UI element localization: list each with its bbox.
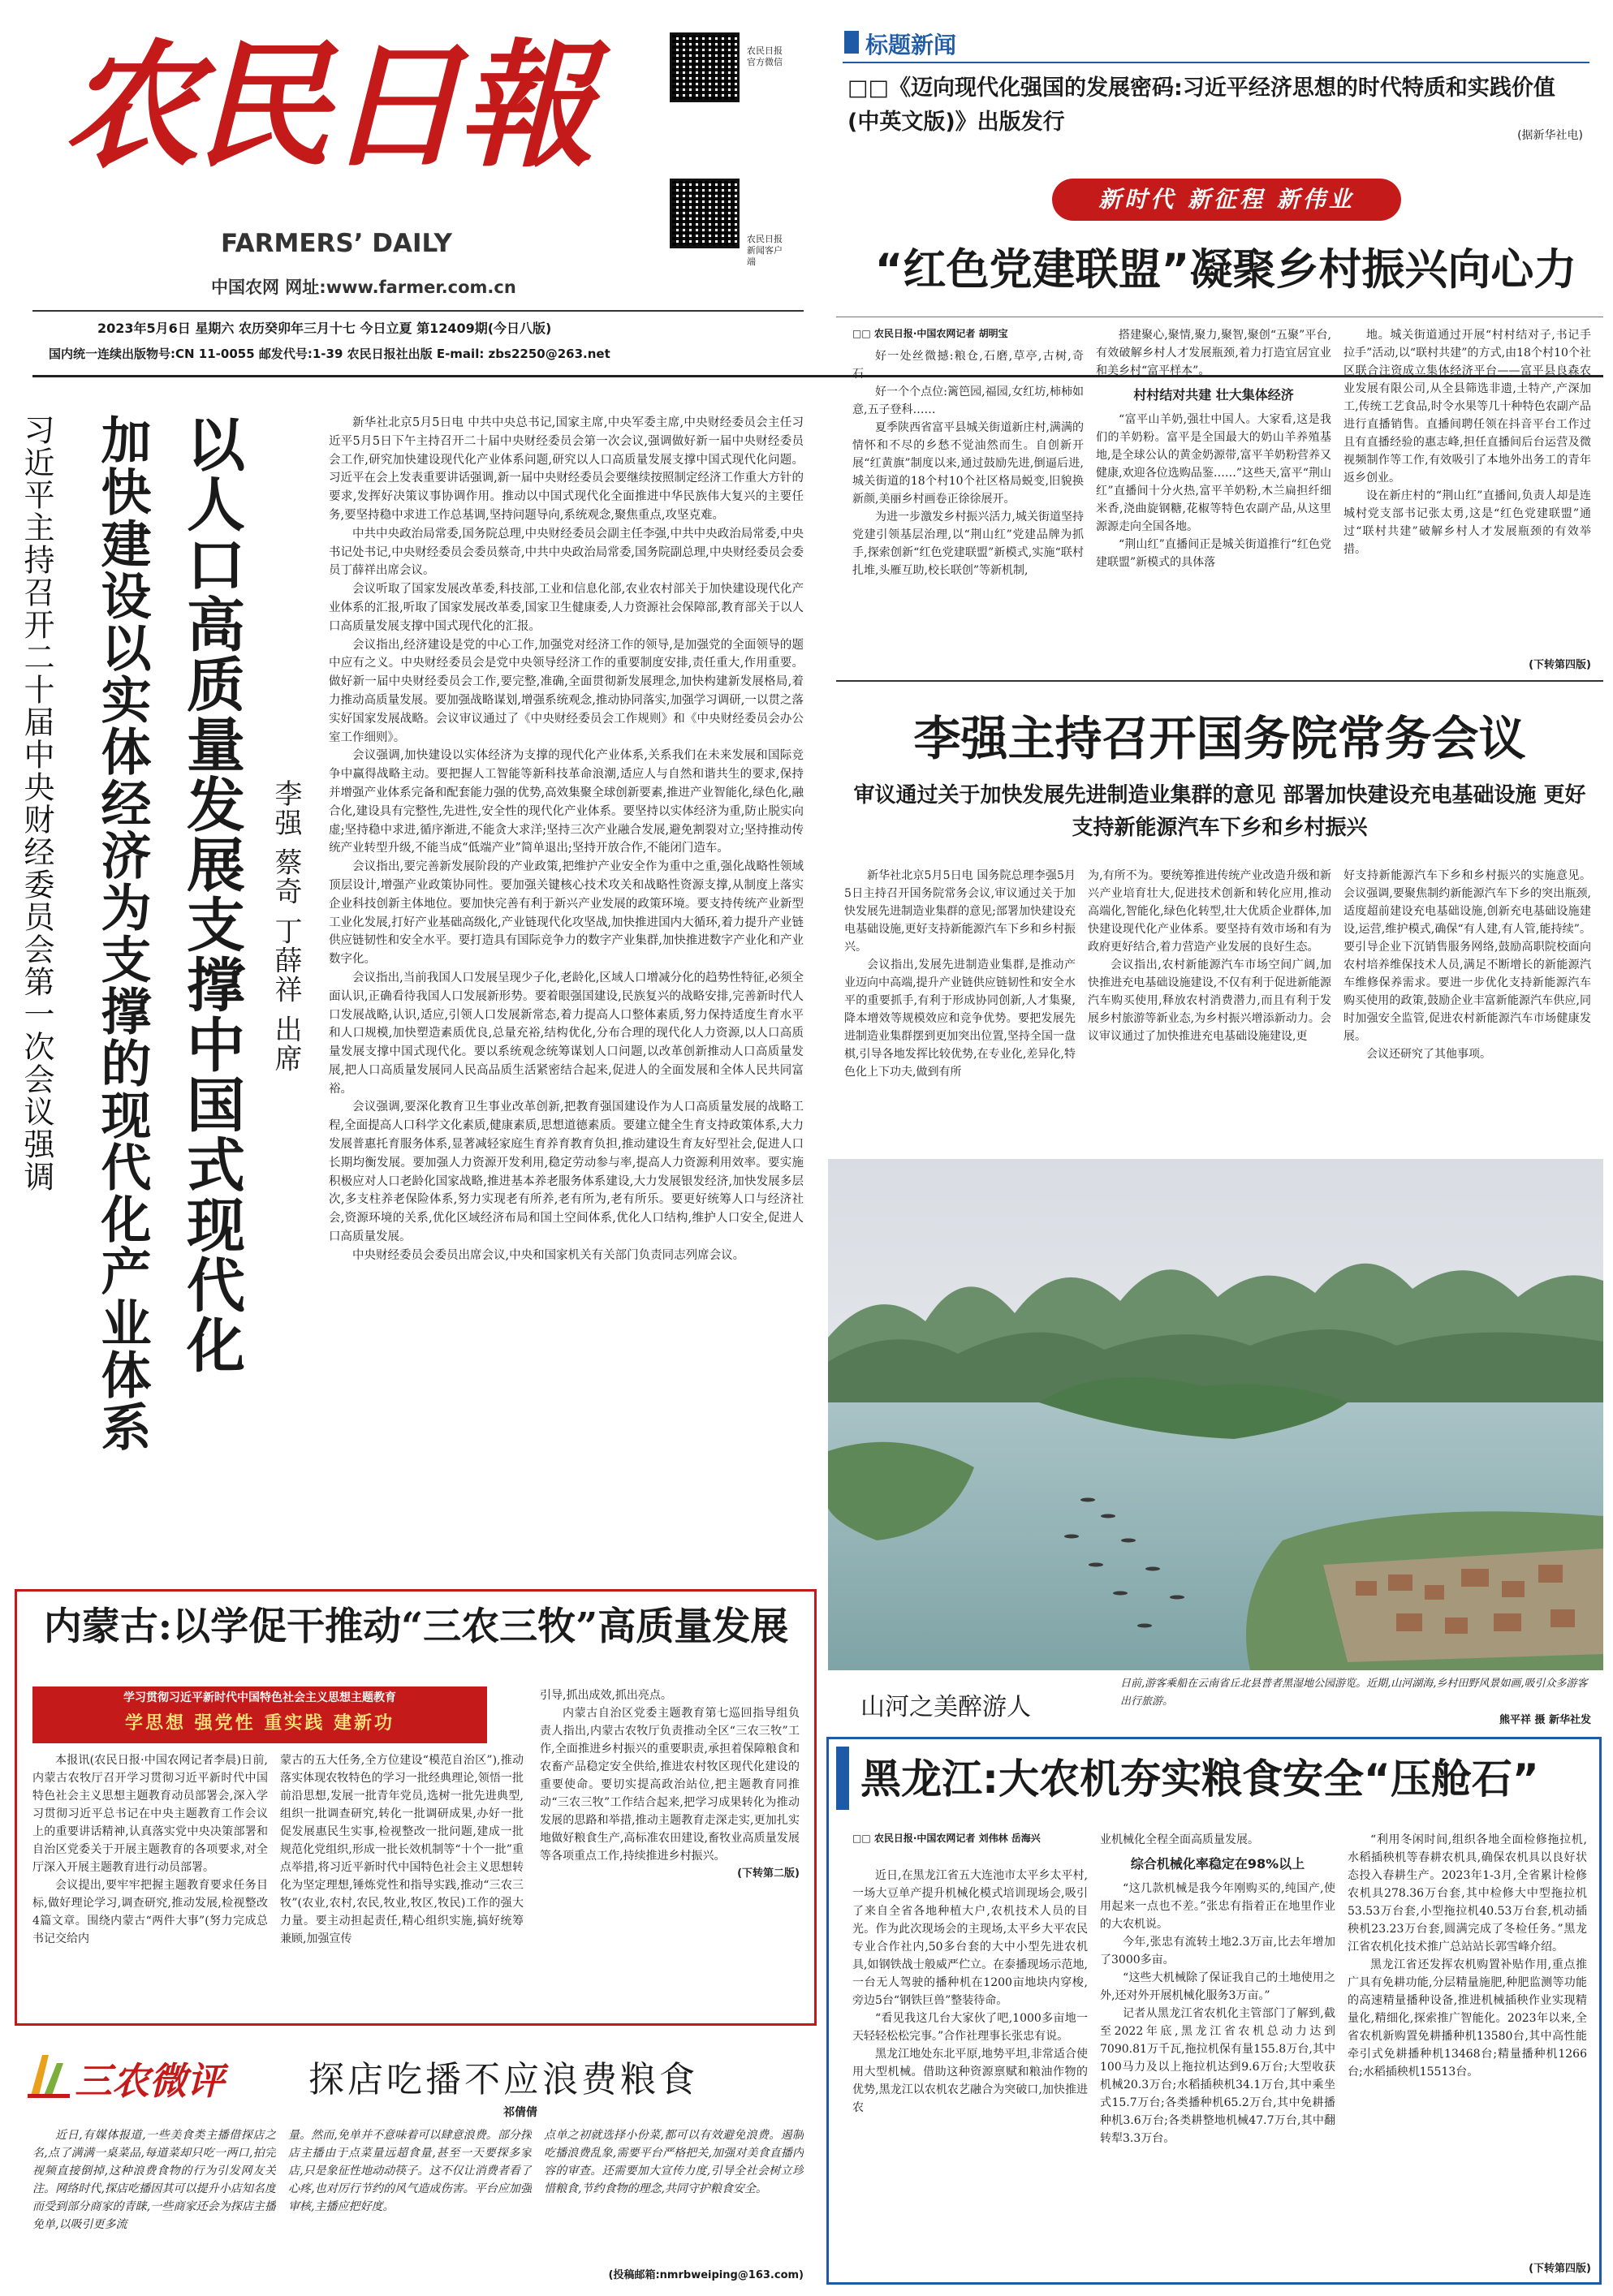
qr-label-wechat: 农民日报官方微信: [747, 45, 783, 67]
inner-mongolia-col1: 本报讯(农民日报·中国农网记者李晨)日前,内蒙古农牧厅召开学习贯彻习近平新时代中国特色社会主义思想主题教育动员部署会,深入学习贯彻习近平总书记在中央主题教育工作会议上的重要讲话精神,认真落实党中央决策部署和自治区党委关于开展主题教育的各项要求,对全厅深入开展主题教育进行动员部署。 会议提出,要牢牢把握主题教育要求任务目标,做好理论学习,调查研究,推动发展,检视整改4篇文章。围绕内蒙古“两件大事”(努力完成总书记交给内: [32, 1754, 268, 1945]
red-alliance-col1: 好一处丝微撼:粮仓,石磨,草亭,古树,奇石…… 好一个个点位:篱笆园,福园,女红坊,柿柿如意,五子登科…… 夏季陕西省富平县城关街道新庄村,满满的情怀和不尽的乡愁不觉油然而生。自创新开展“红黄旗”制度以来,通过鼓励先进,倒逼后进,城关街道的18个村10个社区格局蜕变,旧貌换新颜,美丽乡村画卷正徐徐展开。 为进一步激发乡村振兴活力,城关街道坚持党建引领基层治理,以“荆山红”党建品牌为抓手,探索创新“红色党建联盟”新模式,实施“联村扎堆,头雁互助,校长联创”等新机制,: [852, 350, 1084, 577]
headline-news-box: [836, 24, 1599, 161]
red-alliance-col3: 地。城关街道通过开展“村村结对子,书记手拉手”活动,以“联村共建”的方式,由18个村10个社区联合注资成立集体经济平台——富平县良森农业发展有限公司,从全县筛选非遗,土特产,产深加工,传统工艺食品,时令水果等几十种特色农副产品进行直播销售。直播间聘任领在抖音平台工作过且有直播经验的惠志峰,担任直播间后台运营及微视频制作等工作,有效吸引了本地外出务工的青年返乡创业。 设在新庄村的“荆山红”直播间,负责人却是连城村党支部书记张太勇,这是“红色党建联盟”通过“联村共建”破解乡村人才发展瓶颈的有效举措。: [1343, 329, 1591, 556]
headline-news-source: (据新华社电): [1517, 129, 1583, 142]
commentary-leaf-icon: [24, 2048, 73, 2100]
li-qiang-title[interactable]: 李强主持召开国务院常务会议: [913, 711, 1526, 766]
commentary-email: (投稿邮箱:nmrbweiping@163.com): [608, 2269, 804, 2281]
main-story-title-line1[interactable]: 以人口高质量发展支撑中国式现代化: [177, 414, 245, 1375]
red-alliance-continued: (下转第四版): [1529, 659, 1591, 671]
heilongjiang-title[interactable]: 黑龙江:大农机夯实粮食安全“压舱石”: [860, 1755, 1539, 1803]
main-story-attendees: 李强 蔡奇 丁薛祥 出席: [270, 779, 302, 1074]
li-qiang-col3: 好支持新能源汽车下乡和乡村振兴的实施意见。会议强调,要聚焦制约新能源汽车下乡的突出瓶颈,适度超前建设充电基础设施,创新充电基础设施建设,运营,维护模式,确保“有人建,有人管,能持续”。要引导企业下沉销售服务网络,鼓励高职院校面向农村培养维保技术人员,满足不断增长的新能源汽车维修保养需求。要进一步优化支持新能源汽车购买使用的政策,鼓励企业丰富新能源汽车供应,同时加强安全监管,促进农村新能源汽车市场健康发展。 会议还研究了其他事项。: [1343, 869, 1591, 1061]
headline-news-text[interactable]: □□《迈向现代化强国的发展密码:习近平经济思想的时代特质和实践价值(中英文版)》出版发行: [847, 75, 1555, 135]
site-line: 中国农网 网址:www.farmer.com.cn: [211, 278, 516, 297]
red-alliance-col2: 搭建聚心,聚情,聚力,聚智,聚创“五聚”平台,有效破解乡村人才发展瓶颈,着力打造宜居宜业和美乡村“富平样本”。 村村结对共建 壮大集体经济 “富平山羊奶,强壮中国人。大家看,这是我们的羊奶粉。富平是全国最大的奶山羊养殖基地,是全球公认的黄金奶源带,富平羊奶粉营养又健康,欢迎各位选购品鉴……”这些天,富平“荆山红”直播间十分火热,富平羊奶粉,木兰扁担纤细米香,浇曲旋钢糖,花椒等特色农副产品,从这里源源走向全国各地。 “荆山红”直播间正是城关街道推行“红色党建联盟”新模式的具体落: [1096, 329, 1331, 569]
commentary-col3: 点单之初就选择小份菜,都可以有效避免浪费。遏制吃播浪费乱象,需要平台严格把关,加强对美食直播内容的审查。还需要加大宣传力度,引导全社会树立珍惜粮食,节约食物的理念,共同守护粮食安全。: [544, 2129, 804, 2195]
li-qiang-subtitle: 审议通过关于加快发展先进制造业集群的意见 部署加快建设充电基础设施 更好支持新能源汽车下乡和乡村振兴: [853, 783, 1586, 840]
photo-credit: 熊平祥 摄 新华社发: [1499, 1714, 1591, 1726]
commentary-author: 祁倩倩: [503, 2106, 537, 2119]
red-alliance-subhead: 村村结对共建 壮大集体经济: [1133, 387, 1294, 403]
li-qiang-col1: 新华社北京5月5日电 国务院总理李强5月5日主持召开国务院常务会议,审议通过关于加快发展先进制造业集群的意见;部署加快建设充电基础设施,更好支持新能源汽车下乡和乡村振兴。 会议指出,发展先进制造业集群,是推动产业迈向中高端,提升产业链供应链韧性和安全水平的重要抓手,有利于形成协同创新,人才集聚,降本增效等规模效应和竞争优势。要把发展先进制造业集群摆到更加突出位置,坚持全国一盘棋,引导各地发挥比较优势,在专业化,差异化,特色化上下功夫,做到有所: [844, 869, 1076, 1079]
qr-code-app: [670, 179, 740, 248]
heilongjiang-col3: “利用冬闲时间,组织各地全面检修拖拉机,水稻插秧机等春耕农机具,确保农机具以良好状态投入春耕生产。2023年1-3月,全省累计检修农机具278.36万台套,其中检修大中型拖拉机53.53万台套,小型拖拉机40.53万台套,机动插秧机23.23万台套,圆满完成了冬检任务。”黑龙江省农机化技术推广总站站长郭雪峰介绍。 黑龙江省还发挥农机购置补贴作用,重点推广具有免耕功能,分层精量施肥,种肥监测等功能的高速精量播种设备,推进机械插秧作业实现精量化,精细化,探索推广智能化。2023年以来,全省农机新购置免耕播种机13580台,其中高性能牵引式免耕播种机13468台;精量播种机1266台;水稻插秧机15513台。: [1348, 1833, 1587, 2078]
heilongjiang-subhead: 综合机械化率稳定在98%以上: [1130, 1856, 1305, 1872]
photo-title: 山河之美醉游人: [860, 1693, 1031, 1721]
headline-news-label: 标题新闻: [865, 32, 957, 58]
english-name: FARMERS’ DAILY: [221, 229, 452, 258]
commentary-col1: 近日,有媒体报道,一些美食类主播借探店之名,点了满满一桌菜品,每道菜却只吃一两口,拍完视频直接倒掉,这种浪费食物的行为引发网友关注。网络时代,探店吃播因其可以提升小店知名度而受到部分商家的青睐,一些商家还会为探店主播免单,以吸引更多流: [32, 2129, 276, 2231]
red-alliance-byline: □□ 农民日报·中国农网记者 胡明宝: [852, 328, 1008, 339]
li-qiang-col2: 为,有所不为。要统筹推进传统产业改造升级和新兴产业培育壮大,促进技术创新和转化应用,推动高端化,智能化,绿色化转型,壮大优质企业群体,加快建设现代化产业体系。要坚持有效市场和有为政府更好结合,着力营造产业发展的良好生态。 会议指出,农村新能源汽车市场空间广阔,加快推进充电基础设施建设,不仅有利于促进新能源汽车购买使用,释放农村消费潜力,而且有利于发展乡村旅游等新业态,为乡村振兴增添新动力。会议审议通过了加快推进充电基础设施建设,更: [1088, 869, 1331, 1043]
photo-caption: 日前,游客乘船在云南省丘北县普者黑湿地公园游览。近期,山河湖海,乡村田野风景如画,吸引众多游客出行旅游。: [1120, 1678, 1588, 1708]
newspaper-logo: 农民日報: [63, 25, 589, 186]
heilongjiang-col1: 近日,在黑龙江省五大连池市太平乡太平村,一场大豆单产提升机械化模式培训现场会,吸引了来自全省各地种植大户,农机技术人员的目光。作为此次现场会的主现场,太平乡大平农民专业合作社内,50多台套的大中小型先进农机具,如钢铁战士般威严伫立。在泰播现场示范地,一台无人驾驶的播种机在1200亩地块内穿梭,旁边5台“钢铁巨兽”整装待命。 “看见我这几台大家伙了吧,1000多亩地一天轻轻松松完事。”合作社理事长张忠有说。 黑龙江地处东北平原,地势平坦,非常适合使用大型机械。借助这种资源禀赋和粮油作物的优势,黑龙江以农机农艺融合为突破口,加快推进农: [852, 1869, 1088, 2114]
commentary-column-name: 三农微评: [75, 2059, 224, 2103]
inner-mongolia-col2: 蒙古的五大任务,全方位建设“模范自治区”),推动落实体现农牧特色的学习一批经典理论,领悟一批前沿思想,发展一批青年党员,选树一批先进典型,组织一批调查研究,转化一批调研成果,办好一批促发展惠民生实事,检视整改一批问题,建成一批规范化党组织,形成一批长效机制等“十个一批”重点举措,将习近平新时代中国特色社会主义思想转化为坚定理想,锤炼党性和指导实践,推动“三农三牧”(农业,农村,农民,牧业,牧区,牧民)工作的强大力量。要主动担起责任,精心组织实施,搞好统筹兼顾,加强宣传: [280, 1754, 524, 1945]
heilongjiang-col2: 业机械化全程全面高质量发展。 综合机械化率稳定在98%以上 “这几款机械是我今年刚购买的,纯国产,使用起来一点也不差。”张忠有指着正在地里作业的大农机说。 今年,张忠有流转土地2.3万亩,比去年增加了3000多亩。 “这些大机械除了保证我自己的土地使用之外,还对外开展机械化服务3万亩。” 记者从黑龙江省农机化主管部门了解到,截至2022年底,黑龙江省农机总动力达到7090.81万千瓦,拖拉机保有量155.8万台,其中100马力及以上拖拉机达到9.6万台;大型收获机械20.3万台;水稻插秧机34.1万台,其中乘坐式15.7万台;各类播种机65.2万台,其中免耕播种机3.6万台;各类耕整地机械47.7万台,其中翻转犁3.3万台。: [1100, 1833, 1335, 2145]
main-story-subtitle: 习近平主持召开二十届中央财经委员会第一次会议强调: [19, 414, 54, 1193]
inner-mongolia-continued: (下转第二版): [737, 1867, 800, 1880]
new-era-banner: 新时代 新征程 新伟业: [1052, 179, 1401, 221]
theme-education-tag: 学习贯彻习近平新时代中国特色社会主义思想主题教育 学思想 强党性 重实践 建新功: [32, 1686, 487, 1743]
qr-code-wechat: [670, 32, 740, 102]
date-line: 2023年5月6日 星期六 农历癸卯年三月十七 今日立夏 第12409期(今日八版): [97, 321, 552, 336]
commentary-title[interactable]: 探店吃播不应浪费粮食: [308, 2059, 698, 2100]
lake-photo: [828, 1159, 1603, 1670]
qr-label-app: 农民日报新闻客户端: [747, 234, 783, 267]
commentary-logo: [24, 2048, 268, 2103]
inner-mongolia-title[interactable]: 内蒙古:以学促干推动“三农三牧”高质量发展: [43, 1605, 789, 1649]
commentary-col2: 量。然而,免单并不意味着可以肆意浪费。部分探店主播由于点菜量远超食量,甚至一天要探多家店,只是象征性地动动筷子。这不仅让消费者看了心疼,也对厉行节约的风气造成伤害。平台应加强审核,主播应把好度。: [288, 2129, 532, 2213]
issn-line: 国内统一连续出版物号:CN 11-0055 邮发代号:1-39 农民日报社出版 E-mail: zbs2250@263.net: [49, 347, 610, 361]
red-alliance-title[interactable]: “红色党建联盟”凝聚乡村振兴向心力: [874, 245, 1577, 295]
main-story-body: 新华社北京5月5日电 中共中央总书记,国家主席,中央军委主席,中央财经委员会主任习近平5月5日下午主持召开二十届中央财经委员会第一次会议,强调做好新一届中央财经委员会工作,研究加快建设现代化产业体系问题,研究以人口高质量发展支撑中国式现代化问题。习近平在会上发表重要讲话强调,新一届中央财经委员会要继续按照制定经济工作重大方针的要求,发挥好决策议事协调作用。推动以中国式现代化全面推进中华民族伟大复兴的主要任务,要坚持稳中求进工作总基调,坚持问题导向,系统观念,聚焦重点,攻坚克难。 中共中央政治局常委,国务院总理,中央财经委员会副主任李强,中共中央政治局常委,中央书记处书记,中央财经委员会委员蔡奇,中共中央政治局常委,国务院副总理,中央财经委员会委员丁薛祥出席会议。 会议听取了国家发展改革委,科技部,工业和信息化部,农业农村部关于加快建设现代化产业体系的汇报,听取了国家发展改革委,国家卫生健康委,人力资源社会保障部,教育部关于以人口高质量发展支撑中国式现代化的汇报。 会议指出,经济建设是党的中心工作,加强党对经济工作的领导,是加强党的全面领导的题中应有之义。中央财经委员会是党中央领导经济工作的重要制度安排,责任重大,作用重要。做好新一届中央财经委员会工作,要完整,准确,全面贯彻新发展理念,加快构建新发展格局,着力推动高质量发展。要加强战略谋划,增强系统观念,推动协同落实,加强学习调研,一以贯之落实好国家发展战略。会议审议通过了《中央财经委员会工作规则》和《中央财经委员会办公室工作细则》。 会议强调,加快建设以实体经济为支撑的现代化产业体系,关系我们在未来发展和国际竞争中赢得战略主动。要把握人工智能等新科技革命浪潮,适应人与自然和谐共生的要求,保持并增强产业体系完备和配套能力强的优势,高效集聚全球创新要素,推进产业智能化,绿色化,融合化,建设具有完整性,先进性,安全性的现代化产业体系。要坚持以实体经济为重,防止脱实向虚;坚持稳中求进,循序渐进,不能贪大求洋;坚持三次产业融合发展,避免割裂对立;坚持推动传统产业转型升级,不能当成“低端产业”简单退出;坚持开放合作,不能闭门造车。 会议指出,要完善新发展阶段的产业政策,把维护产业安全作为重中之重,强化战略性领域顶层设计,增强产业政策协同性。要加强关键核心技术攻关和战略性资源支撑,从制度上落实企业科技创新主体地位。要加快完善有利于新兴产业发展的政策环境。要支持传统产业新型工业化发展,打好产业基础高级化,产业链现代化攻坚战,加快推进国内大循环,着力提升产业链供应链韧性和安全水平。要打造具有国际竞争力的数字产业集群,加快推进数字产业化和产业数字化。 会议指出,当前我国人口发展呈现少子化,老龄化,区域人口增减分化的趋势性特征,必须全面认识,正确看待我国人口发展新形势。要着眼强国建设,民族复兴的战略安排,完善新时代人口发展战略,认识,适应,引领人口发展新常态,着力提高人口整体素质,努力保持适度生育水平和人口规模,加快塑造素质优良,总量充裕,结构优化,分布合理的现代化人力资源,以人口高质量发展支撑中国式现代化。要以系统观念统筹谋划人口问题,以改革创新推动人口高质量发展,把人口高质量发展同人民高品质生活紧密结合起来,促进人的全面发展和全体人民共同富裕。 会议强调,要深化教育卫生事业改革创新,把教育强国建设作为人口高质量发展的战略工程,全面提高人口科学文化素质,健康素质,思想道德素质。要建立健全生育支持政策体系,大力发展普惠托育服务体系,显著减轻家庭生育养育教育负担,推动建设生育友好型社会,促进人口长期均衡发展。要加强人力资源开发利用,稳定劳动参与率,提高人力资源利用效率。要实施积极应对人口老龄化国家战略,推进基本养老服务体系建设,大力发展银发经济,加快发展多层次,多支柱养老保险体系,努力实现老有所养,老有所为,老有所乐。要更好统筹人口与经济社会,资源环境的关系,优化区域经济布局和国土空间体系,优化人口结构,维护人口安全,促进人口高质量发展。 中央财经委员会委员出席会议,中央和国家机关有关部门负责同志列席会议。: [329, 416, 804, 1262]
inner-mongolia-col3: 引导,抓出成效,抓出亮点。 内蒙古自治区党委主题教育第七巡回指导组负责人指出,内蒙古农牧厅负责推动全区“三农三牧”工作,全面推进乡村振兴的重要职责,承担着保障粮食和农畜产品稳定安全供给,推进农村牧区现代化建设的重要使命。要切实提高政治站位,把主题教育同推动“三农三牧”工作结合起来,把学习成果转化为推动发展的思路和举措,推动主题教育走深走实,更加扎实地做好粮食生产,高标准农田建设,畜牧业高质量发展等各项重点工作,持续推进乡村振兴。 (下转第二版): [540, 1686, 800, 2019]
main-story-title-line2[interactable]: 加快建设以实体经济为支撑的现代化产业体系: [93, 414, 152, 1453]
heilongjiang-byline: □□ 农民日报·中国农网记者 刘伟林 岳海兴: [852, 1833, 1041, 1844]
heilongjiang-continued: (下转第四版): [1529, 2263, 1591, 2275]
